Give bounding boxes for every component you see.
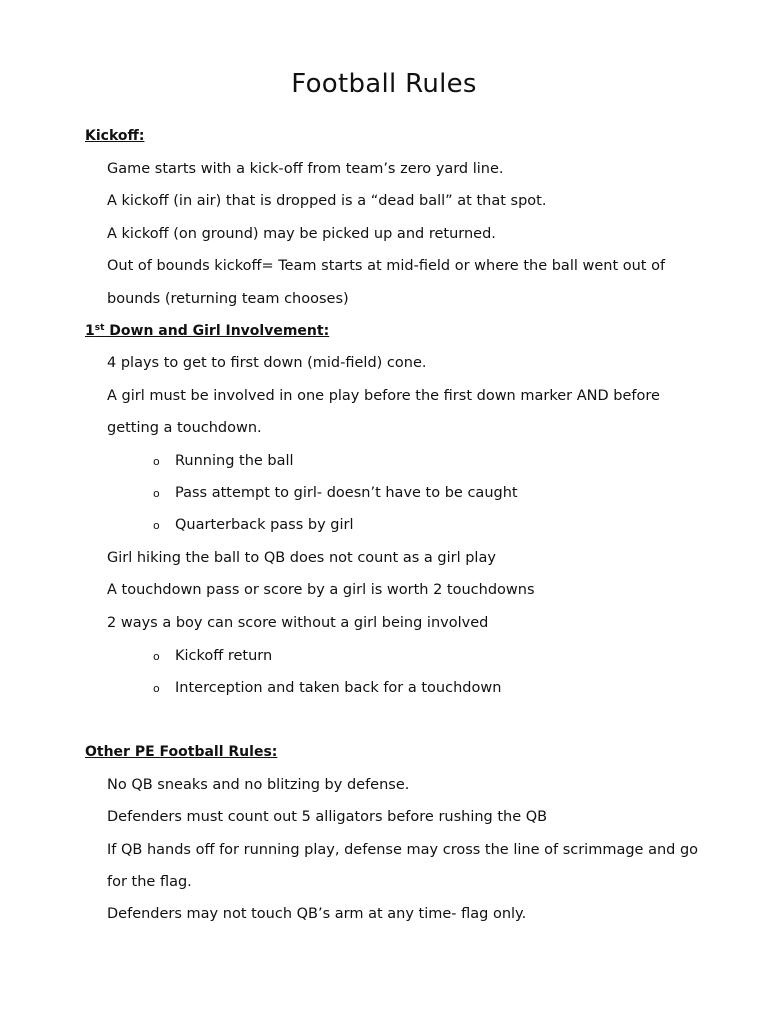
text-line: A touchdown pass or score by a girl is worth 2 touchdowns — [107, 582, 535, 598]
section-heading-other-rules: Other PE Football Rules: — [85, 744, 278, 760]
bullet-text: Pass attempt to girl- doesn’t have to be caught — [175, 485, 518, 501]
bullet-icon: o — [153, 682, 160, 695]
text-line: A kickoff (in air) that is dropped is a “dead ball” at that spot. — [107, 193, 547, 209]
text-line: Defenders may not touch QB’s arm at any time- flag only. — [107, 906, 527, 922]
bullet-item — [153, 482, 518, 505]
bullet-icon: o — [153, 519, 160, 532]
page-title: Football Rules — [291, 69, 477, 99]
text-line: getting a touchdown. — [107, 420, 262, 436]
text-line: If QB hands off for running play, defense may cross the line of scrimmage and go — [107, 842, 699, 858]
text-line: A kickoff (on ground) may be picked up and returned. — [107, 226, 496, 242]
section-heading-kickoff: Kickoff: — [85, 128, 145, 144]
bullet-icon: o — [153, 487, 160, 500]
bullet-text: Running the ball — [175, 453, 294, 469]
heading-rest: Down and Girl Involvement: — [104, 323, 330, 339]
bullet-item — [153, 677, 501, 700]
bullet-item — [153, 645, 272, 668]
bullet-text: Interception and taken back for a touchdown — [175, 680, 502, 696]
bullet-item — [153, 450, 294, 473]
heading-prefix: 1 — [85, 323, 95, 339]
text-line: for the flag. — [107, 874, 192, 890]
text-line: bounds (returning team chooses) — [107, 291, 349, 307]
text-line: A girl must be involved in one play before the first down marker AND before — [107, 388, 660, 404]
text-line: Girl hiking the ball to QB does not count as a girl play — [107, 550, 496, 566]
section-heading-first-down — [85, 320, 329, 342]
text-line: Defenders must count out 5 alligators before rushing the QB — [107, 809, 548, 825]
bullet-text: Quarterback pass by girl — [175, 517, 354, 533]
heading-superscript: st — [94, 323, 105, 333]
text-line: No QB sneaks and no blitzing by defense. — [107, 777, 410, 793]
bullet-icon: o — [153, 650, 160, 663]
text-line: Game starts with a kick-off from team’s zero yard line. — [107, 161, 504, 177]
bullet-icon: o — [153, 455, 160, 468]
text-line: Out of bounds kickoff= Team starts at mid-field or where the ball went out of — [107, 258, 666, 274]
bullet-text: Kickoff return — [175, 648, 273, 664]
text-line: 4 plays to get to first down (mid-field) cone. — [107, 355, 427, 371]
text-line: 2 ways a boy can score without a girl being involved — [107, 615, 489, 631]
bullet-item — [153, 514, 354, 537]
